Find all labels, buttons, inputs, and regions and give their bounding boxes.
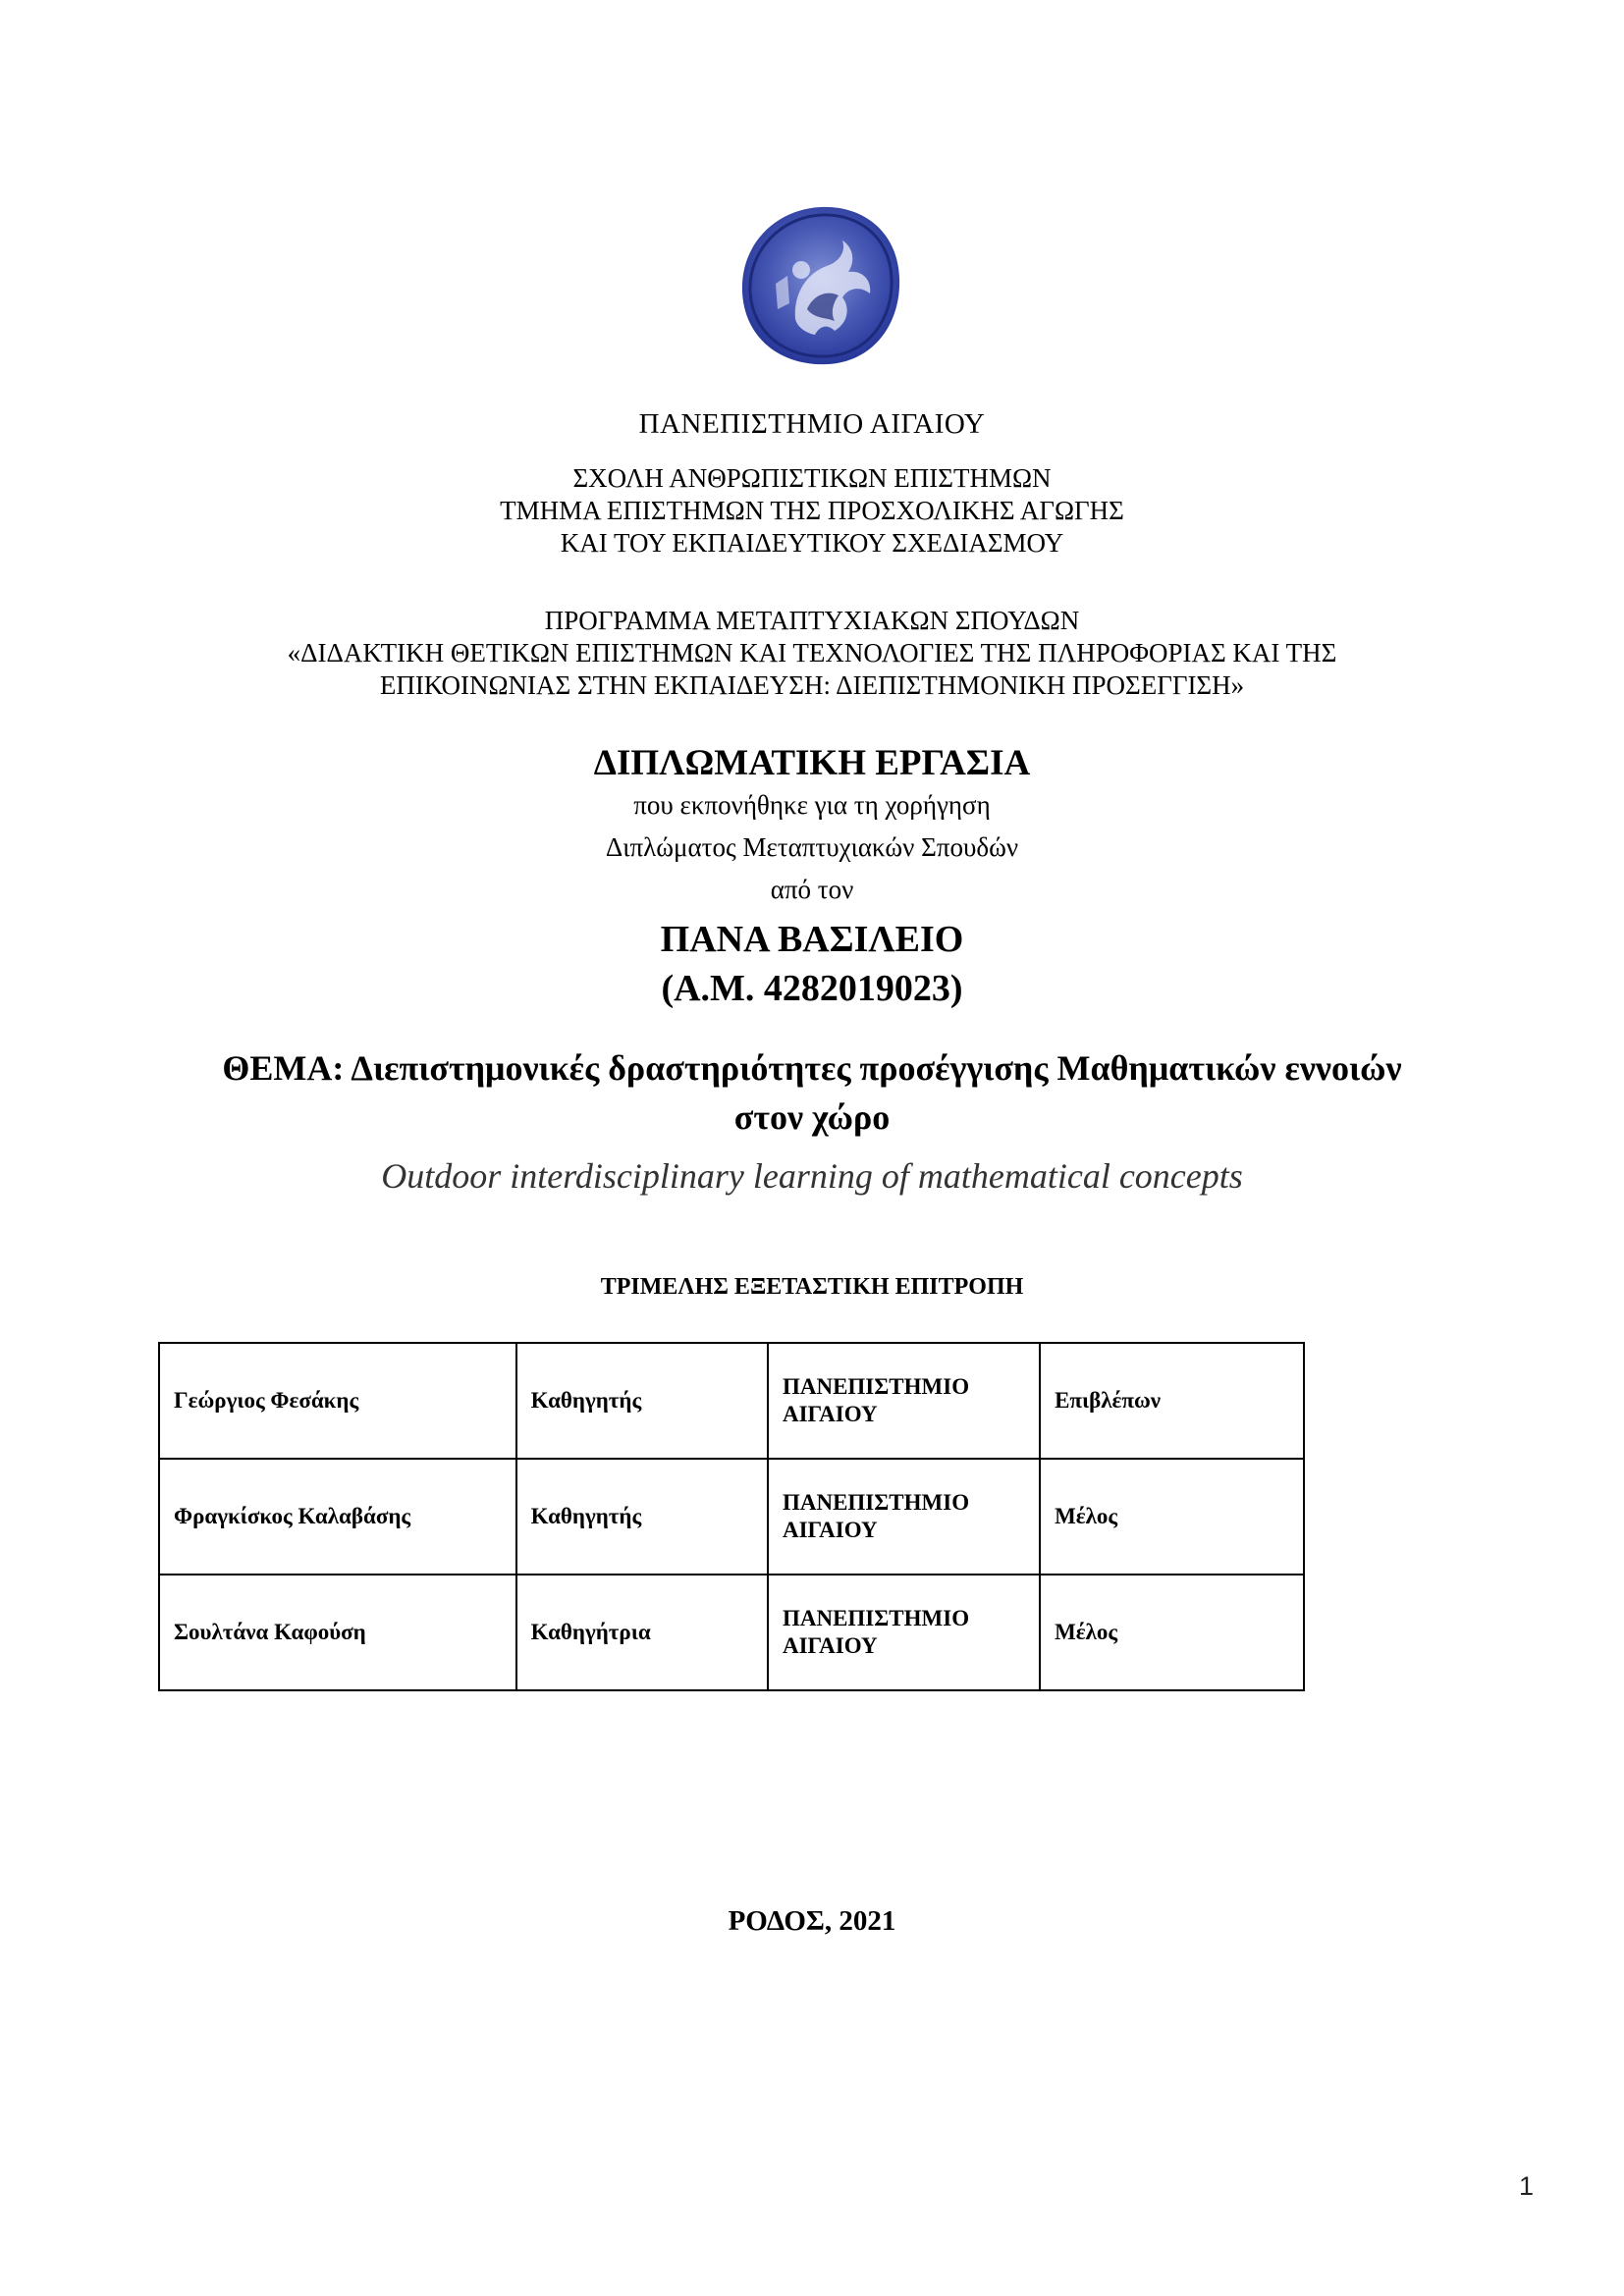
- author-block: [0, 915, 1624, 1013]
- page-number: 1: [1519, 2171, 1535, 2201]
- member-institution: ΠΑΝΕΠΙΣΤΗΜΙΟ ΑΙΓΑΙΟΥ: [768, 1459, 1040, 1575]
- member-role: Μέλος: [1040, 1575, 1304, 1690]
- member-name: Γεώργιος Φεσάκης: [159, 1343, 516, 1459]
- member-role: Μέλος: [1040, 1459, 1304, 1575]
- member-name: Φραγκίσκος Καλαβάσης: [159, 1459, 516, 1575]
- department-line: ΤΜΗΜΑ ΕΠΙΣΤΗΜΩΝ ΤΗΣ ΠΡΟΣΧΟΛΙΚΗΣ ΑΓΩΓΗΣ: [500, 496, 1124, 525]
- program-title: [0, 605, 1624, 702]
- table-row: [159, 1575, 1304, 1690]
- school-line: ΣΧΟΛΗ ΑΝΘΡΩΠΙΣΤΙΚΩΝ ΕΠΙΣΤΗΜΩΝ: [572, 463, 1052, 493]
- place-year: ΡΟΔΟΣ, 2021: [728, 1905, 896, 1937]
- thesis-purpose-line-3: από τον: [770, 875, 854, 904]
- theme-text-2: στον χώρο: [733, 1097, 891, 1137]
- table-row: [159, 1459, 1304, 1575]
- thesis-theme: [0, 1043, 1624, 1142]
- committee-table: [158, 1342, 1305, 1691]
- university-name: ΠΑΝΕΠΙΣΤΗΜΙΟ ΑΙΓΑΙΟΥ: [638, 408, 986, 440]
- program-name-line-1: «ΔΙΔΑΚΤΙΚΗ ΘΕΤΙΚΩΝ ΕΠΙΣΤΗΜΩΝ ΚΑΙ ΤΕΧΝΟΛΟΓΙΕΣ ΤΗΣ ΠΛΗΡΟΦΟΡΙΑΣ ΚΑΙ ΤΗΣ: [287, 638, 1337, 667]
- theme-label: ΘΕΜΑ: [222, 1048, 333, 1088]
- theme-line-1: [0, 1043, 1624, 1093]
- program-line: ΠΡΟΓΡΑΜΜΑ ΜΕΤΑΠΤΥΧΙΑΚΩΝ ΣΠΟΥΔΩΝ: [544, 606, 1080, 635]
- theme-english: Outdoor interdisciplinary learning of mathematical concepts: [381, 1156, 1243, 1196]
- member-rank: Καθηγητής: [516, 1343, 768, 1459]
- author-name: ΠΑΝΑ ΒΑΣΙΛΕΙΟ: [660, 919, 964, 960]
- member-rank: Καθηγήτρια: [516, 1575, 768, 1690]
- committee-title: ΤΡΙΜΕΛΗΣ ΕΞΕΤΑΣΤΙΚΗ ΕΠΙΤΡΟΠΗ: [600, 1274, 1024, 1300]
- thesis-title: ΔΙΠΛΩΜΑΤΙΚΗ ΕΡΓΑΣΙΑ: [593, 743, 1031, 783]
- university-seal-icon: [736, 201, 905, 370]
- table-row: [159, 1343, 1304, 1459]
- member-role: Επιβλέπων: [1040, 1343, 1304, 1459]
- program-name-line-2: ΕΠΙΚΟΙΝΩΝΙΑΣ ΣΤΗΝ ΕΚΠΑΙΔΕΥΣΗ: ΔΙΕΠΙΣΤΗΜΟΝΙΚΗ ΠΡΟΣΕΓΓΙΣΗ»: [379, 670, 1245, 700]
- thesis-purpose-line-1: που εκπονήθηκε για τη χορήγηση: [633, 790, 991, 820]
- author-id: (Α.Μ. 4282019023): [661, 968, 963, 1009]
- member-rank: Καθηγητής: [516, 1459, 768, 1575]
- theme-text-1: : Διεπιστημονικές δραστηριότητες προσέγγισης Μαθηματικών εννοιών: [332, 1048, 1402, 1088]
- member-name: Σουλτάνα Καφούση: [159, 1575, 516, 1690]
- member-institution: ΠΑΝΕΠΙΣΤΗΜΙΟ ΑΙΓΑΙΟΥ: [768, 1575, 1040, 1690]
- school-department: [0, 462, 1624, 560]
- department-line-2: ΚΑΙ ΤΟΥ ΕΚΠΑΙΔΕΥΤΙΚΟΥ ΣΧΕΔΙΑΣΜΟΥ: [560, 528, 1064, 558]
- thesis-purpose-line-2: Διπλώματος Μεταπτυχιακών Σπουδών: [605, 832, 1019, 862]
- member-institution: ΠΑΝΕΠΙΣΤΗΜΙΟ ΑΙΓΑΙΟΥ: [768, 1343, 1040, 1459]
